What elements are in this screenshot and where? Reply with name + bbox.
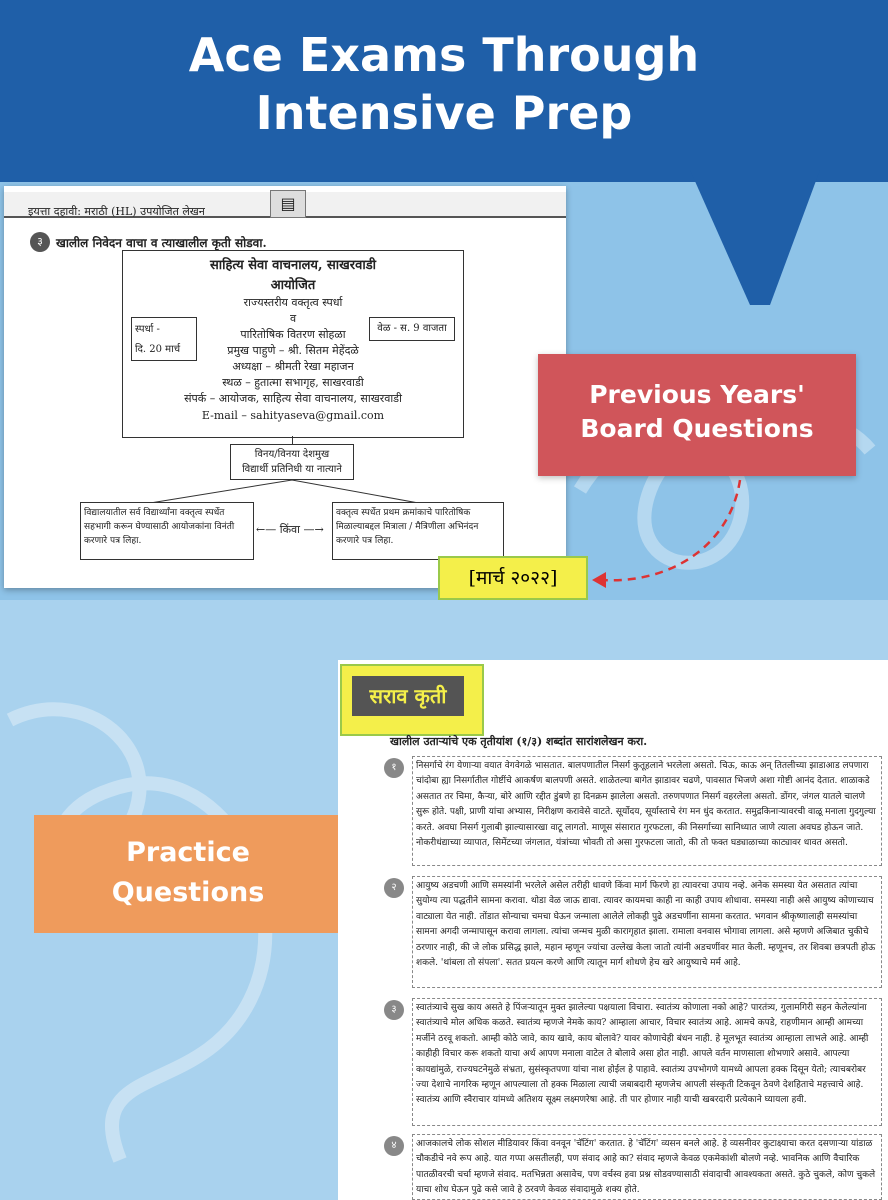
practice-label: सराव कृती [352,676,464,716]
time-text: वेळ - स. 9 वाजता [377,323,447,334]
option-right-box [332,502,504,560]
notice-subtitle: आयोजित [270,278,316,293]
date-box [131,317,197,361]
question-instruction: खालील निवेदन वाचा व त्याखालील कृती सोडवा. [56,236,267,250]
passage-text: आयुष्य अडचणी आणि समस्यांनी भरलेले असेल तरीही धावणे किंवा मार्ग फिरणे हा त्यावरचा उपाय नव्हे. अनेक समस्या येत असतात त्यांचा सुयोग्य त्या पद्धतीने सामना करावा. थोडा वेळ जाऊ द्यावा. त्यावर कायमचा काही ना काही उपाय शोधावा. समस्या नाही असे आयुष्य कोणाच्याच वाट्याला येत नाही. तोंडात सोन्याचा चमचा घेऊन जन्माला आलेले लोकही पुढे अडचणींना सामना करतात. भगवान श्रीकृष्णालाही समस्यांचा सामना अगदी जन्मापासून करावा लागला. त्यांचा जन्मच मुळी कारागृहात झाला. रामाला वनवास भोगावा लागला. असे म्हणणे अजिबात चुकीचे ठरणार नाही, की जे लोक प्रसिद्ध झाले, महान म्हणून ज्यांचा उल्लेख केला जातो त्यांनी अडचणींवर मात केली. म्हणूनच, तर शिवबा छत्रपती होऊ शकले. 'थांबला तो संपला'. सतत प्रयत्न करणे आणि त्यातून मार्ग शोधणे हेच खरे आयुष्याचे मर्म आहे. [412,876,882,988]
practice-instruction: खालील उताऱ्यांचे एक तृतीयांश (१/३) शब्दांत सारांशलेखन करा. [390,735,648,748]
practice-page [338,660,888,1200]
question-number: ३ [30,232,50,252]
hero-title-line2: Intensive Prep [255,86,633,140]
option-right-text: वक्तृत्व स्पर्धेत प्रथम क्रमांकाचे पारितोषिक मिळाल्याबद्दल मित्राला / मैत्रिणीला अभिनंदन करणारे पत्र लिहा. [336,508,479,546]
passage-text: स्वातंत्र्याचे सुख काय असते हे पिंजऱ्यातून मुक्त झालेल्या पक्षयाला विचारा. स्वातंत्र्य कोणाला नको आहे? पारतंत्र्य, गुलामगिरी सहन केलेल्यांना स्वातंत्र्याचे मोल अधिक कळते. स्वातंत्र्य म्हणजे नेमके काय? आम्हाला आचार, विचार स्वातंत्र्य आहे. आमचे कपडे, राहणीमान आम्ही आमच्या मर्जीने ठरवू शकतो. आम्ही कोठे जावे, काय खावे, काय बोलावे? यावर कोणाचेही बंधन नाही. हे मूलभूत स्वातंत्र्य आम्हाला लाभले आहे. आम्ही काहीही विचार करू शकतो याचा अर्थ आपण मनाला वाटेल ते बोलावे असा होत नाही. आपले वर्तन माणसाला शोभणारे असावे. आपल्या कायद्यांमुळे, राज्यघटनेमुळे संभ्रता, सुसंस्कृतपणा यांचा नाश होईल हे पाहावे. स्वातंत्र्य उपभोगणे यामध्ये आपला हक्क दिसून येतो; त्याचबरोबर ज्या देशाचे नागरिक म्हणून आपल्याला तो हक्क मिळाला त्याची जबाबदारी म्हणजेच आपली संस्कृती टिकवून ठेवणे देशहिताचे महत्त्वाचे आहे. स्वातंत्र्य आणि स्वैराचार यांमध्ये अतिशय सूक्ष्म लक्ष्मणरेषा आहे. ती पार होणार नाही याची खबरदारी प्रत्येकाने घ्यायला हवी. [412,998,882,1126]
notice-line: अध्यक्षा – श्रीमती रेखा महाजन [232,360,354,373]
or-label: ←— किंवा —→ [256,523,324,536]
previous-years-banner [538,354,856,476]
previous-banner-line2: Board Questions [580,414,814,443]
passage-number: ४ [384,1136,404,1156]
notice-line: संपर्क – आयोजक, साहित्य सेवा वाचनालय, साखरवाडी [184,392,402,405]
option-left-text: विद्यालयातील सर्व विद्यार्थ्यांना वक्तृत्व स्पर्धेत सहभागी करून घेण्यासाठी आयोजकांना विनंती करणारे पत्र लिहा. [84,508,235,546]
v-accent-shape [690,170,820,310]
date-label: स्पर्धा - [135,324,160,335]
practice-questions-banner [34,815,342,933]
passage-text: निसर्गाचे रंग येणाऱ्या वयात वेगवेगळे भासतात. बालपणातील निसर्ग कुतूहलाने भरलेला असतो. चिऊ, काऊ अन् तितलीच्या झाडाआड लपणारा चांदोबा ह्या निसर्गातील गोष्टींचे आकर्षण बालपणी असते. शाळेतल्या बागेत झाडावर चढणे, पावसात भिजणे अशा गोष्टी आनंद देतात. शाळाकडे असतात तर चिमा, कैऱ्या, बोरे आणि रद्दीत डुंबणे हा दिनक्रम झालेला असतो. तरुणपणात निसर्ग वहरलेला असतो. डोंगर, जंगल यातले चालणे सुरू होते. पक्षी, प्राणी यांचा अभ्यास, निरीक्षण करावेसे वाटते. सूर्योदय, सूर्यास्ताचे रंग मन धुंद करतात. समुद्रकिनाऱ्यावरची वाळू मनाला गुदगुल्या करते. अवघा निसर्ग गुलाबी झाल्यासारखा वाटू लागतो. माणूस संसारात गुरफटला, की निसर्गाच्या सानिध्यात जाणे त्याला अवघड होऊन जाते. नोकरीधंद्याच्या व्यापात, सिमेंटच्या जंगलात, यंत्रांच्या भोवती तो असा गुरफटला जातो, की तो फक्त घड्याळाच्या काट्यावर धावत असतो. [412,756,882,866]
book-logo-icon: ▤ [270,190,306,218]
hero-title-line1: Ace Exams Through [188,28,700,82]
connector-line [292,436,293,444]
practice-banner-line1: Practice [126,837,250,868]
date-value: दि. 20 मार्च [135,344,181,355]
practice-label-tag [340,664,484,736]
hero-header [0,0,888,182]
notice-email: E-mail – sahityaseva@gmail.com [201,409,385,422]
notice-line: पारितोषिक वितरण सोहळा [240,328,346,341]
sender-box [230,444,354,480]
notice-line: व [289,312,297,325]
year-tag: [मार्च २०२२] [438,556,588,600]
passage-number: २ [384,878,404,898]
time-box [369,317,455,341]
or-text: किंवा [279,523,300,536]
page-header-text: इयत्ता दहावी: मराठी (HL) उपयोजित लेखन [28,205,205,218]
practice-banner-line2: Questions [111,877,265,908]
notice-line: स्थळ – हुतात्मा सभागृह, साखरवाडी [222,376,364,389]
hero-title [0,26,888,142]
passage-number: ३ [384,1000,404,1020]
sender-name: विनय/विनया देशमुख [254,449,330,460]
sender-role: विद्यार्थी प्रतिनिधी या नात्याने [242,464,342,475]
notice-title: साहित्य सेवा वाचनालय, साखरवाडी [209,258,377,273]
passage-number: १ [384,758,404,778]
notice-line: राज्यस्तरीय वक्तृत्व स्पर्धा [243,296,343,309]
previous-banner-line1: Previous Years' [589,380,805,409]
notice-line: प्रमुख पाहुणे – श्री. सितम मेहेंदळे [227,344,359,357]
passage-text: आजकालचे लोक सोशल मीडियावर किंवा वनवून 'चॅटिंग' करतात. हे 'चॅटिंग' व्यसन बनले आहे. हे व्यसनीवर कुटाक्ष्याचा करत दसणाऱ्या यांडाळ चौकडीचे नवे रूप आहे. यात गप्पा असतीलही, पण संवाद आहे का? संवाद म्हणजे केवळ एकमेकांशी बोलणे नव्हे. भावनिक आणि वैचारिक पातळीवरची चर्चा म्हणजे संवाद. मतभिन्नता असावेच, पण वर्चस्व हवा प्रश्न सोडवण्यासाठी संवादाची आवश्यकता असते. कुठे चुकले, कोण चुकले याचा शोध घेऊन पुढे कसे जावे हे ठरवणे केवळ संवादामुळे शक्य होते. [412,1134,882,1200]
dashed-arrow [590,476,750,596]
notice-box [122,250,464,438]
board-question-page [4,186,566,588]
option-left-box [80,502,254,560]
